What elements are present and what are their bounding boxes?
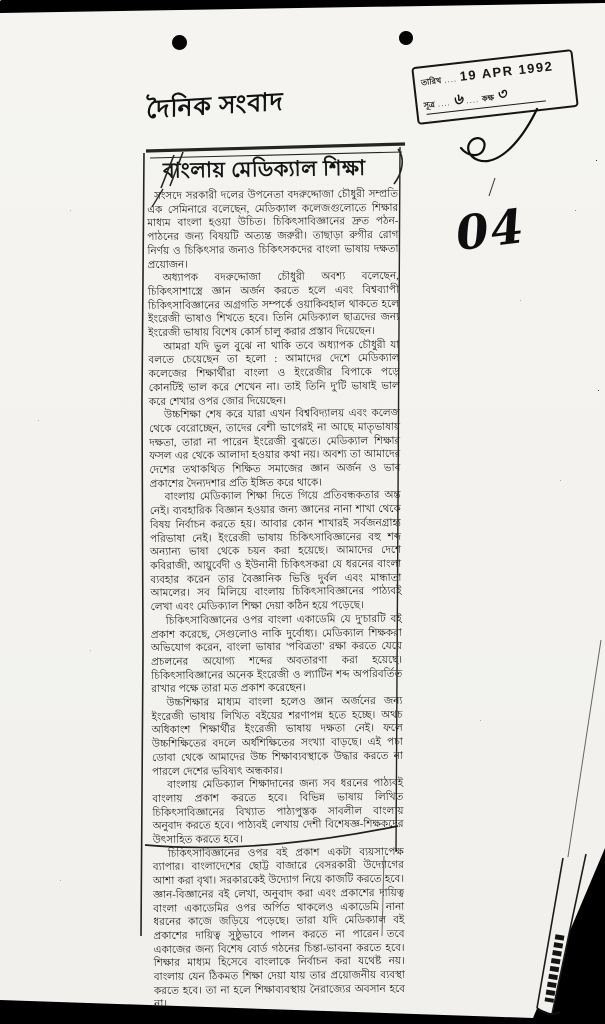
article-paragraph: আমরা যদি ভুল বুঝে না থাকি তবে অধ্যাপক চৌধুরী যা বলতে চেয়েছেন তা হলো : আমাদের দেশে মেডিক্যাল কলেজের শিক্ষার্থীরা বাংলা ও ইংরেজীর বিপাকে পড়ে কোনটিই ভাল করে শেখেন না। তাই তিনি দু'টি ভাষাই ভাল করে শেখার ওপর জোর দিয়েছেন। xyxy=(148,339,400,408)
article-paragraph: উচ্চশিক্ষার মাধ্যম বাংলা হলেও জ্ঞান অর্জনের জন্য ইংরেজী ভাষায় লিখিত বইয়ের শরণাপন্ন হতে হচ্ছে। অথচ অধিকাংশ শিক্ষার্থীর ইংরেজী ভাষায় দক্ষতা নেই। ফলে উচ্চশিক্ষিতের বদলে অর্ধশিক্ষিতের সংখ্যা বাড়ছে। এই পচা ডোবা থেকে আমাদের উচ্চ শিক্ষাব্যবস্থাকে উদ্ধার করতে না পারলে দেশের ভবিষ্যৎ অন্ধকার। xyxy=(151,695,403,778)
article-headline: বাংলায় মেডিক্যাল শিক্ষা xyxy=(162,155,366,183)
stamp-source-handwritten-value: ৬ xyxy=(451,89,465,110)
scan-noise xyxy=(0,0,1,1)
article-paragraph: উচ্চশিক্ষা শেষ করে যারা এখন বিশ্ববিদ্যালয় এবং কলেজ থেকে বেরোচ্ছেন, তাদের বেশী ভাগেরই না আছে মাতৃভাষায় দক্ষতা, তারা না পারেন ইংরেজী বুঝতে। মেডিক্যাল শিক্ষার ফসল এর থেকে আলাদা হওয়ার কথা নয়। অবশ্য তা আমাদের দেশের তথাকথিত শিক্ষিত সমাজের জ্ঞান অর্জন ও ভাব প্রকাশের দৈন্যদশার প্রতি ইঙ্গিত করে থাকে। xyxy=(149,408,401,490)
stamp-date-value: 19 APR 1992 xyxy=(458,58,555,84)
stamp-room-label: কক্ষ xyxy=(481,93,495,104)
article-paragraph: চিকিৎসাবিজ্ঞানের ওপর বই প্রকাশ একটা ব্যয়সাপেক্ষ ব্যাপার। বাংলাদেশের ছোট্ট বাজারে বেসরকারী উদ্যোগের আশা করা বৃথা। সরকারকেই উদ্যোগ নিয়ে কাজটি করতে হবে। জ্ঞান-বিজ্ঞানের বই লেখা, অনুবাদ করা এবং প্রকাশের দায়িত্ব বাংলা একাডেমির ওপর অর্পিত থাকলেও একাডেমি নানা ধরনের কাজে জড়িয়ে পড়েছে। তারা যদি মেডিক্যাল বই প্রকাশের দায়িত্ব সুষ্ঠুভাবে পালন করতে না পারেন তবে একাজের জন্য বিশেষ বোর্ড গঠনের চিন্তা-ভাবনা করতে হবে। শিক্ষার মাধ্যম হিসেবে বাংলাকে নির্বাচন করা যথেষ্ট নয়। বাংলায় যেন ঠিকমত শিক্ষা দেয়া যায় তার প্রয়োজনীয় ব্যবস্থা করতে হবে। তা না হলে শিক্ষাব্যবস্থায় নৈরাজ্যের অবসান হবে না। xyxy=(152,846,406,1011)
stamp-date-label: তারিখ xyxy=(420,76,442,88)
stamp-room-handwritten-value: ৩ xyxy=(494,84,509,105)
stamp-leader-dots: .... xyxy=(465,94,480,106)
article-paragraph: বাংলায় মেডিক্যাল শিক্ষাদানের জন্য সব ধরনের পাঠ্যবই বাংলায় প্রকাশ করতে হবে। বিভিন্ন ভাষায় লিখিত চিকিৎসাবিজ্ঞানের বিখ্যাত পাঠ্যপুস্তক সাবলীল বাংলায় অনুবাদ করতে হবে। পাঠ্যবই লেখায় দেশী বিশেষজ্ঞ-শিক্ষকদের উৎসাহিত করতে হবে। xyxy=(152,778,404,847)
handwritten-page-number: 04 xyxy=(452,198,529,263)
article-paragraph: বাংলায় মেডিক্যাল শিক্ষা দিতে গিয়ে প্রতিবন্ধকতার অন্ত নেই। ব্যবহারিক বিজ্ঞান হওয়ার জন্য জ্ঞানের নানা শাখা থেকে বিষয় নির্বাচন করতে হয়। আবার কোন শাখারই সর্বজনগ্রাহ্য পরিভাষা নেই। ইংরেজী ভাষায় চিকিৎসাবিজ্ঞানের বহু শব্দ অন্যান্য ভাষা থেকে চয়ন করা হয়েছে। আমাদের দেশে কবিরাজী, আয়ুর্বেদী ও ইউনানী চিকিৎসকরা যে ধরনের বাংলা ব্যবহার করেন তার বৈজ্ঞানিক ভিত্তি দুর্বল এবং মান্ধাতা আমলের। সব মিলিয়ে বাংলায় চিকিৎসাবিজ্ঞানের পাঠ্যবই লেখা এবং মেডিক্যাল শিক্ষা দেয়া কঠিন হয়ে পড়েছে। xyxy=(149,490,402,614)
article-paragraph: অধ্যাপক বদরুদ্দোজা চৌধুরী অবশ্য বলেছেন, চিকিৎসাশাস্ত্রে জ্ঞান অর্জন করতে হলে এবং বিশ্বব্যাপী চিকিৎসাবিজ্ঞানের অগ্রগতি সম্পর্কে ওয়াকিবহাল থাকতে হলে ইংরেজী ভাষাও শিখতে হবে। তিনি মেডিক্যাল ছাত্রদের জন্য ইংরেজী ভাষায় বিশেষ কোর্স চালু করার প্রস্তাব দিয়েছেন। xyxy=(147,271,400,340)
stamp-leader-dots: .... xyxy=(437,98,452,109)
stamp-leader-dots: .... xyxy=(443,74,458,85)
article-paragraph: চিকিৎসাবিজ্ঞানের ওপর বাংলা একাডেমি যে দু'চারটি বই প্রকাশ করেছে, সেগুলোও নাকি দুর্বোধ্য। মেডিক্যাল শিক্ষকরা অভিযোগ করেন, বাংলা ভাষার 'পবিত্রতা' রক্ষা করতে যেয়ে প্রচলনের অযোগ্য শব্দের অবতারণা করা হয়েছে। চিকিৎসাবিজ্ঞানের অনেক ইংরেজী ও ল্যাটিন শব্দ অপরিবর্তিত রাখার পক্ষে তারা মত প্রকাশ করেছেন। xyxy=(150,613,403,696)
newspaper-name-handwritten: দৈনিক সংবাদ xyxy=(146,88,284,125)
article-paragraph: সংসদে সরকারী দলের উপনেতা বদরুদ্দোজা চৌধুরী সম্প্রতি এক সেমিনারে বলেছেন, মেডিক্যাল কলেজগুলোতে শিক্ষার মাধ্যম বাংলা হওয়া উচিত। চিকিৎসাবিজ্ঞানের দ্রুত পঠন-পাঠনের জন্য বিষয়টি অত্যন্ত জরুরী। তাছাড়া রুগীর রোগ নির্ণয় ও চিকিৎসার জন্যও চিকিৎসকদের বাংলা ভাষায় দক্ষতা প্রয়োজন। xyxy=(147,188,399,271)
punch-hole-dot xyxy=(172,35,187,50)
stamp-source-label: সূত্র xyxy=(423,99,436,111)
article-body xyxy=(147,188,405,1012)
punch-hole-dot xyxy=(399,31,413,45)
